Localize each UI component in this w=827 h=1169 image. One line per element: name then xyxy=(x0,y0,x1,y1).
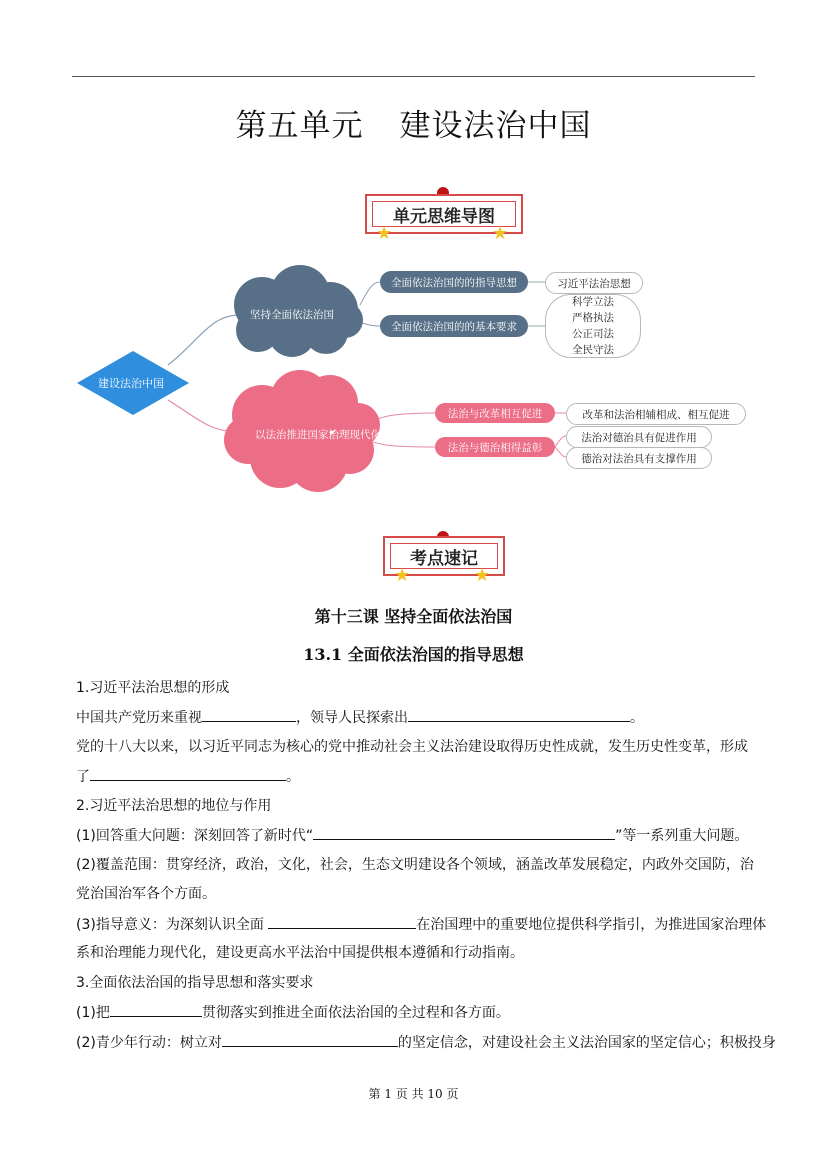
branch2-sub1-leaf: 改革和法治相辅相成、相互促进 xyxy=(566,403,746,425)
text-line: 中国共产党历来重视 ，领导人民探索出 。 xyxy=(76,707,644,728)
text-line: (2)青少年行动：树立对 的坚定信念，对建设社会主义法治国家的坚定信心；积极投身 xyxy=(76,1032,776,1053)
fill-blank xyxy=(110,1002,202,1017)
center-label: 建设法治中国 xyxy=(98,377,164,390)
leaf-item: 科学立法 xyxy=(572,296,614,308)
heading-2: 2.习近平法治思想的地位与作用 xyxy=(76,798,272,814)
section-title: 13.1 全面依法治国的指导思想 xyxy=(303,645,524,664)
branch1-label: 坚持全面依法治国 xyxy=(250,309,334,321)
branch2-sub1: 法治与改革相互促进 xyxy=(435,403,555,423)
lesson-title: 第十三课 坚持全面依法治国 xyxy=(314,607,513,626)
text-line: 系和治理能力现代化，建设更高水平法治中国提供根本遵循和行动指南。 xyxy=(76,945,524,961)
star-icon: ★ xyxy=(376,223,393,244)
text-line: (1)把 贯彻落实到推进全面依法治国的全过程和各方面。 xyxy=(76,1002,510,1023)
fill-blank xyxy=(313,825,615,840)
leaf-item: 严格执法 xyxy=(572,312,614,324)
fill-blank xyxy=(408,707,630,722)
mindmap-badge-label: 单元思维导图 xyxy=(393,206,495,227)
star-icon: ★ xyxy=(492,223,509,244)
star-icon: ★ xyxy=(474,565,491,586)
branch2-sub2-leaf: 德治对法治具有支撑作用 xyxy=(566,447,712,469)
branch1-sub2-leaves xyxy=(545,294,641,358)
text-line: (2)覆盖范围：贯穿经济，政治，文化，社会，生态文明建设各个领域，涵盖改革发展稳定，内政外交国防，治 xyxy=(76,857,754,873)
fill-blank xyxy=(268,914,416,929)
text-line: 了 。 xyxy=(76,766,300,787)
text-line: 党的十八大以来，以习近平同志为核心的党中推动社会主义法治建设取得历史性成就，发生历史性变革，形成 xyxy=(76,739,748,755)
unit-name: 建设法治中国 xyxy=(399,108,592,144)
branch1-sub1-leaf: 习近平法治思想 xyxy=(545,272,643,294)
unit-number: 第五单元 xyxy=(235,108,364,144)
leaf-item: 全民守法 xyxy=(572,344,614,356)
leaf-item: 公正司法 xyxy=(572,328,614,340)
page-footer: 第 1 页 共 10 页 xyxy=(368,1087,459,1101)
text-line: (1)回答重大问题：深刻回答了新时代“ ”等一系列重大问题。 xyxy=(76,825,748,846)
heading-1: 1.习近平法治思想的形成 xyxy=(76,680,230,696)
fill-blank xyxy=(202,707,296,722)
section-badge-label: 考点速记 xyxy=(410,548,478,569)
heading-3: 3.全面依法治国的指导思想和落实要求 xyxy=(76,975,314,991)
branch2-sub2: 法治与德治相得益彰 xyxy=(435,437,555,457)
text-line: (3)指导意义：为深刻认识全面 在治国理中的重要地位提供科学指引，为推进国家治理体 xyxy=(76,914,766,935)
fill-blank xyxy=(222,1032,398,1047)
text-line: 党治国治军各个方面。 xyxy=(76,886,216,902)
branch2-label: 以法治推进国家治理现代化 xyxy=(255,429,381,441)
branch1-sub2: 全面依法治国的的基本要求 xyxy=(380,315,528,337)
branch1-sub1: 全面依法治国的的指导思想 xyxy=(380,271,528,293)
star-icon: ★ xyxy=(394,565,411,586)
fill-blank xyxy=(90,766,286,781)
branch2-sub2-leaf: 法治对德治具有促进作用 xyxy=(566,426,712,448)
